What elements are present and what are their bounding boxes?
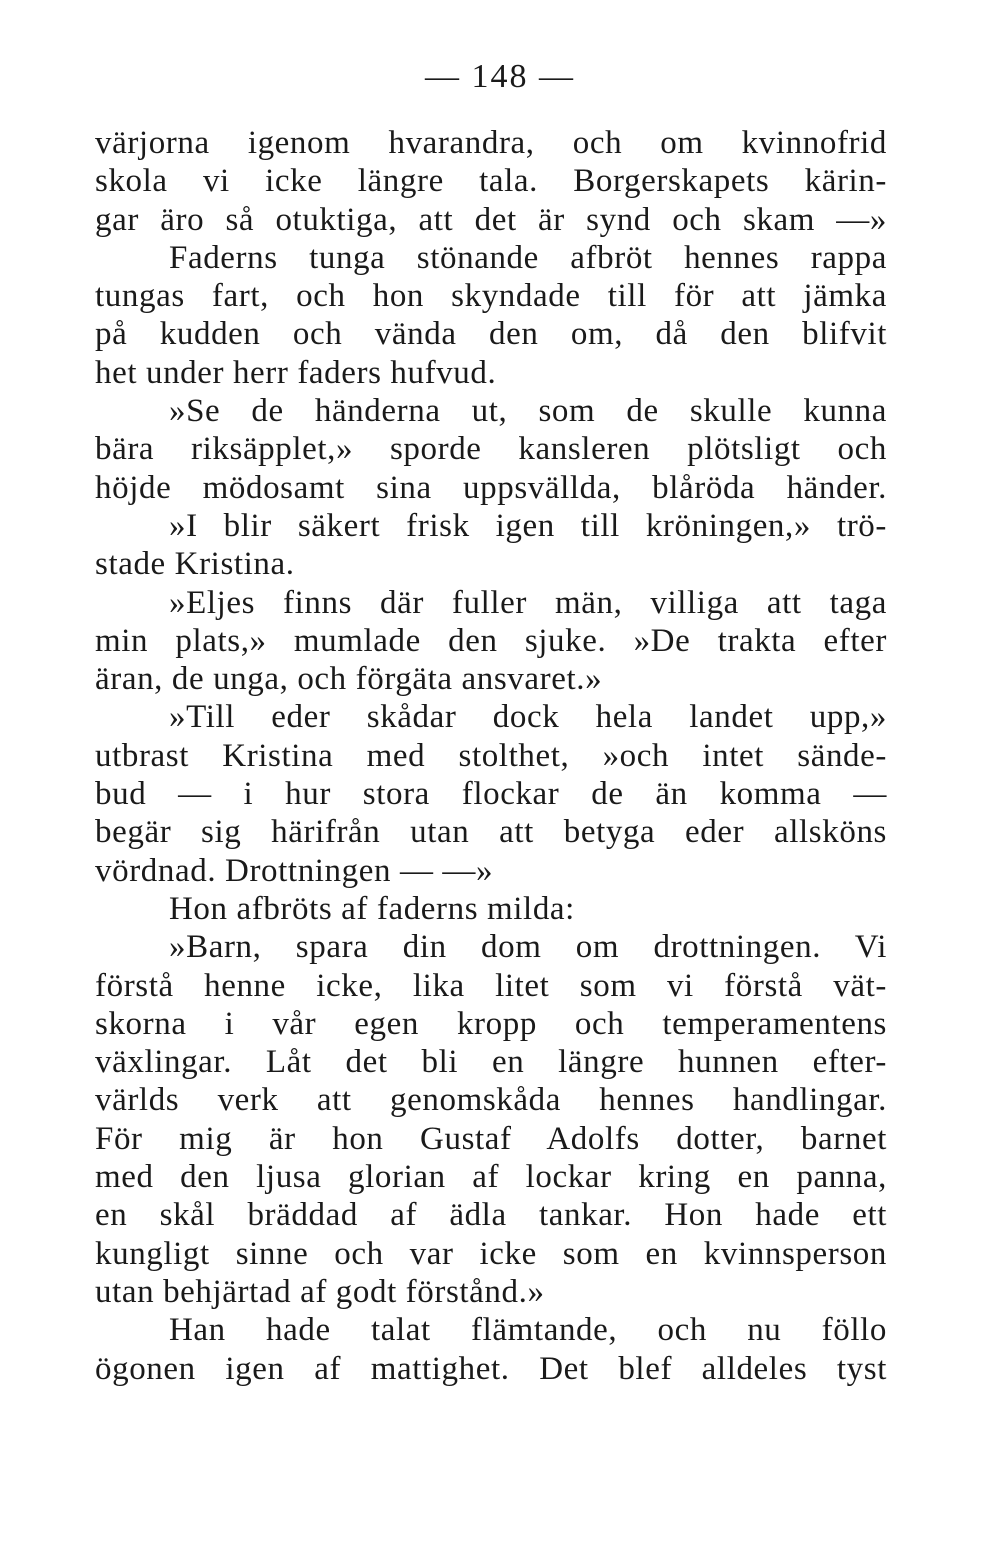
text-line: med den ljusa glorian af lockar kring en panna,: [95, 1159, 887, 1196]
body-text: [95, 124, 887, 1388]
text-line: stade Kristina.: [95, 546, 295, 583]
text-line: en skål bräddad af ädla tankar. Hon hade ett: [95, 1197, 887, 1234]
text-line: Faderns tunga stönande afbröt hennes rappa: [169, 239, 887, 276]
text-line: begär sig härifrån utan att betyga eder allsköns: [95, 814, 887, 851]
text-line: världs verk att genomskåda hennes handlingar.: [95, 1082, 887, 1119]
page-number: — 148 —: [425, 58, 575, 95]
text-line: het under herr faders hufvud.: [95, 354, 497, 391]
text-line: skola vi icke längre tala. Borgerskapets kärin-: [95, 163, 887, 200]
text-line: »Barn, spara din dom om drottningen. Vi: [169, 929, 887, 966]
text-line: växlingar. Låt det bli en längre hunnen efter-: [95, 1044, 887, 1081]
text-line: Han hade talat flämtande, och nu föllo: [169, 1312, 887, 1349]
text-line: kungligt sinne och var icke som en kvinnsperson: [95, 1235, 887, 1272]
text-line: äran, de unga, och förgäta ansvaret.»: [95, 661, 603, 698]
text-line: Hon afbröts af faderns milda:: [169, 890, 575, 927]
text-line: vördnad. Drottningen — —»: [95, 852, 494, 889]
text-line: »Till eder skådar dock hela landet upp,»: [169, 699, 887, 736]
text-line: min plats,» mumlade den sjuke. »De trakta efter: [95, 622, 887, 659]
text-line: »I blir säkert frisk igen till kröningen,» trö-: [169, 507, 887, 544]
text-line: ögonen igen af mattighet. Det blef alldeles tyst: [95, 1350, 887, 1387]
text-line: höjde mödosamt sina uppsvällda, blåröda händer.: [95, 469, 887, 506]
text-line: »Eljes finns där fuller män, villiga att taga: [169, 584, 887, 621]
text-line: bära riksäpplet,» sporde kansleren plötsligt och: [95, 431, 887, 468]
text-line: bud — i hur stora flockar de än komma —: [95, 776, 887, 813]
text-line: utbrast Kristina med stolthet, »och intet sände-: [95, 737, 887, 774]
text-line: på kudden och vända den om, då den blifvit: [95, 316, 887, 353]
text-line: För mig är hon Gustaf Adolfs dotter, barnet: [95, 1120, 887, 1157]
text-line: gar äro så otuktiga, att det är synd och skam —»: [95, 201, 887, 238]
text-line: förstå henne icke, lika litet som vi förstå vät-: [95, 967, 887, 1004]
text-line: utan behjärtad af godt förstånd.»: [95, 1273, 545, 1310]
text-line: tungas fart, och hon skyndade till för att jämka: [95, 278, 887, 315]
text-line: skorna i vår egen kropp och temperamentens: [95, 1005, 887, 1042]
text-line: »Se de händerna ut, som de skulle kunna: [169, 393, 887, 430]
text-line: värjorna igenom hvarandra, och om kvinnofrid: [95, 125, 887, 161]
